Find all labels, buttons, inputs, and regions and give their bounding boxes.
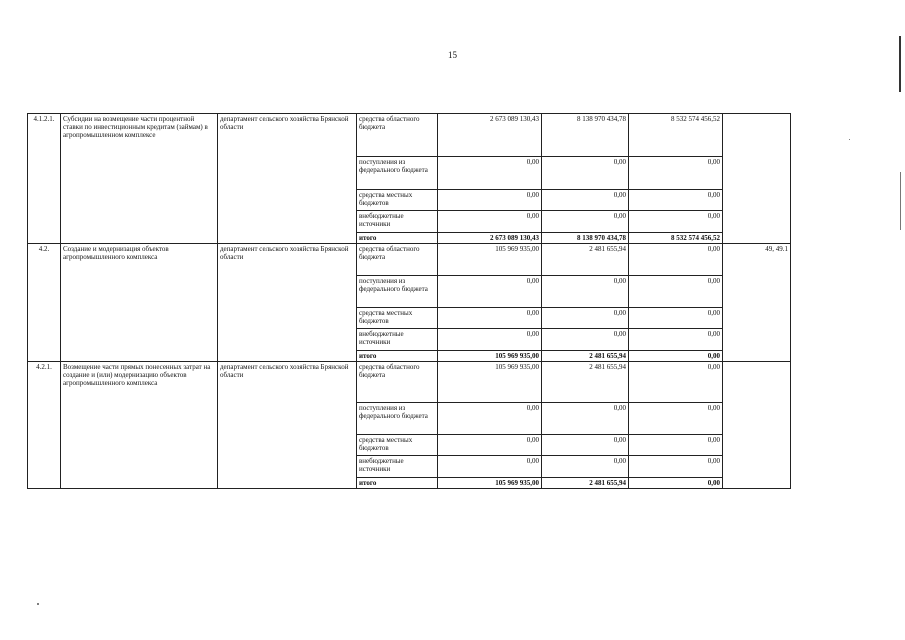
value-year-3: 0,00: [629, 244, 723, 276]
funding-source: поступления из федерального бюджета: [357, 157, 438, 190]
section-executor: департамент сельского хозяйства Брянской области: [218, 244, 357, 362]
section-executor: департамент сельского хозяйства Брянской области: [218, 114, 357, 244]
scan-speck: [849, 139, 850, 140]
scan-speck: [37, 603, 39, 605]
value-year-2: 0,00: [542, 211, 629, 233]
value-year-2: 0,00: [542, 329, 629, 351]
funding-source: итого: [357, 351, 438, 362]
page-number: 15: [448, 50, 457, 60]
scan-edge-mark: [899, 36, 901, 92]
value-year-3: 8 532 574 456,52: [629, 114, 723, 157]
funding-source: средства областного бюджета: [357, 114, 438, 157]
table-row: [28, 362, 791, 403]
value-year-2: 2 481 655,94: [542, 244, 629, 276]
section-title: Субсидии на возмещение части процентной ставки по инвестиционным кредитам (займам) в агропромышленном комплексе: [61, 114, 218, 244]
value-year-2: 2 481 655,94: [542, 362, 629, 403]
section-code: 4.2.1.: [28, 362, 61, 489]
value-year-1: 0,00: [438, 456, 542, 478]
value-year-3: 0,00: [629, 351, 723, 362]
funding-source: средства местных бюджетов: [357, 435, 438, 456]
value-year-1: 2 673 089 130,43: [438, 233, 542, 244]
value-year-1: 0,00: [438, 190, 542, 211]
funding-source: внебюджетные источники: [357, 211, 438, 233]
value-year-1: 0,00: [438, 157, 542, 190]
value-year-1: 0,00: [438, 435, 542, 456]
value-year-3: 0,00: [629, 308, 723, 329]
value-year-1: 0,00: [438, 276, 542, 308]
value-year-3: 0,00: [629, 276, 723, 308]
value-year-1: 0,00: [438, 403, 542, 435]
value-year-3: 0,00: [629, 157, 723, 190]
funding-source: внебюджетные источники: [357, 329, 438, 351]
value-year-1: 105 969 935,00: [438, 362, 542, 403]
value-year-1: 0,00: [438, 211, 542, 233]
value-year-3: 0,00: [629, 478, 723, 489]
value-year-2: 2 481 655,94: [542, 478, 629, 489]
value-year-1: 105 969 935,00: [438, 478, 542, 489]
table-row: [28, 114, 791, 157]
funding-source: поступления из федерального бюджета: [357, 403, 438, 435]
value-year-1: 0,00: [438, 308, 542, 329]
value-year-1: 2 673 089 130,43: [438, 114, 542, 157]
value-year-1: 0,00: [438, 329, 542, 351]
value-year-2: 0,00: [542, 435, 629, 456]
value-year-2: 0,00: [542, 157, 629, 190]
value-year-3: 0,00: [629, 403, 723, 435]
value-year-3: 0,00: [629, 456, 723, 478]
value-year-3: 0,00: [629, 211, 723, 233]
funding-source: средства областного бюджета: [357, 362, 438, 403]
value-year-3: 0,00: [629, 435, 723, 456]
funding-source: внебюджетные источники: [357, 456, 438, 478]
value-year-2: 0,00: [542, 190, 629, 211]
value-year-2: 8 138 970 434,78: [542, 233, 629, 244]
value-year-1: 105 969 935,00: [438, 244, 542, 276]
funding-source: средства местных бюджетов: [357, 190, 438, 211]
section-title: Создание и модернизация объектов агропромышленного комплекса: [61, 244, 218, 362]
section-note: [723, 114, 791, 244]
value-year-2: 8 138 970 434,78: [542, 114, 629, 157]
scan-edge-mark: [900, 172, 901, 230]
value-year-1: 105 969 935,00: [438, 351, 542, 362]
funding-source: итого: [357, 233, 438, 244]
value-year-2: 0,00: [542, 456, 629, 478]
section-executor: департамент сельского хозяйства Брянской области: [218, 362, 357, 489]
value-year-3: 8 532 574 456,52: [629, 233, 723, 244]
table-row: [28, 244, 791, 276]
value-year-2: 0,00: [542, 308, 629, 329]
section-title: Возмещение части прямых понесенных затрат на создание и (или) модернизацию объектов агропромышленного комплекса: [61, 362, 218, 489]
value-year-3: 0,00: [629, 190, 723, 211]
value-year-3: 0,00: [629, 329, 723, 351]
funding-source: итого: [357, 478, 438, 489]
value-year-2: 0,00: [542, 403, 629, 435]
section-note: [723, 362, 791, 489]
budget-table: [27, 113, 791, 489]
section-code: 4.1.2.1.: [28, 114, 61, 244]
funding-source: поступления из федерального бюджета: [357, 276, 438, 308]
value-year-2: 0,00: [542, 276, 629, 308]
value-year-3: 0,00: [629, 362, 723, 403]
section-code: 4.2.: [28, 244, 61, 362]
section-note: 49, 49.1: [723, 244, 791, 362]
funding-source: средства местных бюджетов: [357, 308, 438, 329]
funding-source: средства областного бюджета: [357, 244, 438, 276]
value-year-2: 2 481 655,94: [542, 351, 629, 362]
